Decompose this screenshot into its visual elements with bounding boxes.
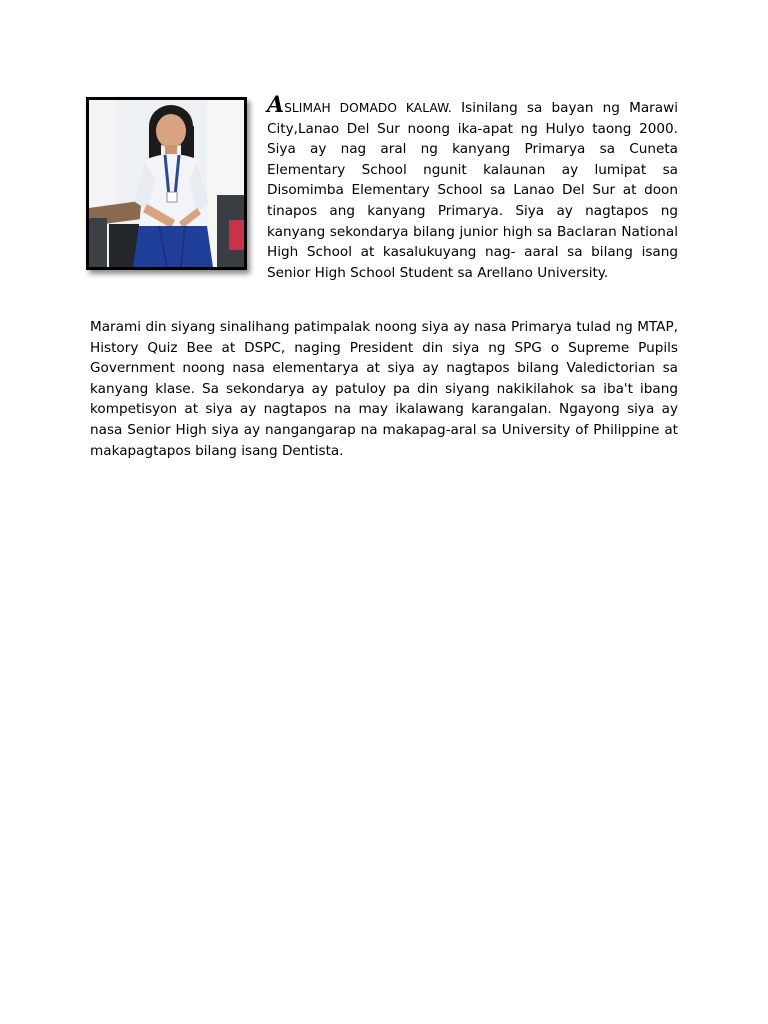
biography-paragraph-intro: [267, 92, 678, 283]
intro-body-text: Isinilang sa bayan ng Marawi City,Lanao Del Sur noong ika-apat ng Hulyo taong 2000. Siya ay nag aral ng kanyang Primarya sa Cuneta Elementary School ngunit kalaunan ay lumipat sa Disomimba Elementary School sa Lanao Del Sur at doon tinapos ang kanyang Primarya. Siya ay nagtapos ng kanyang sekondarya bilang junior high sa Baclaran National High School at kasalukuyang nag- aaral sa bilang isang Senior High School Student sa Arellano University.: [267, 100, 678, 281]
subject-name: SLIMAH DOMADO KALAW.: [284, 101, 452, 115]
portrait-image-icon: [89, 100, 244, 267]
portrait-photo: [86, 97, 247, 270]
dropcap-letter: A: [267, 92, 285, 118]
biography-paragraph-achievements: Marami din siyang sinalihang patimpalak noong siya ay nasa Primarya tulad ng MTAP, History Quiz Bee at DSPC, naging President din siya ng SPG o Supreme Pupils Government noong nasa elementarya at siya ay nagtapos bilang Valedictorian sa kanyang klase. Sa sekondarya ay patuloy pa din siyang nakikilahok sa iba't ibang kompetisyon at siya ay nagtapos na may ikalawang karangalan. Ngayong siya ay nasa Senior High siya ay nangangarap na makapag-aral sa University of Philippine at makapagtapos bilang isang Dentista.: [90, 319, 678, 459]
